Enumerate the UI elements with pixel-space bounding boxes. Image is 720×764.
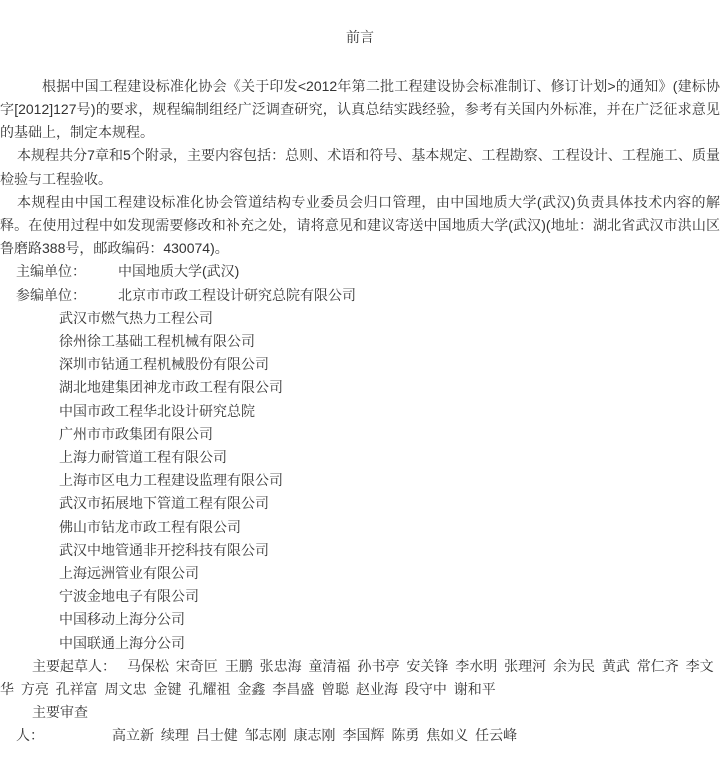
chief-editor-label: 主编单位： — [16, 263, 86, 280]
participant-unit: 佛山市钻龙市政工程有限公司 — [59, 518, 241, 535]
participant-unit: 北京市市政工程设计研究总院有限公司 — [118, 286, 356, 303]
participant-unit: 中国移动上海分公司 — [59, 611, 185, 628]
chief-editor-value: 中国地质大学(武汉) — [118, 263, 240, 280]
participant-unit: 上海远洲管业有限公司 — [59, 565, 199, 582]
participant-unit: 武汉市拓展地下管道工程有限公司 — [59, 495, 269, 512]
paragraph-contents: 本规程共分7章和5个附录，主要内容包括：总则、术语和符号、基本规定、工程勘察、工程设计、工程施工、质量检验与工程验收。 — [0, 147, 720, 187]
participant-unit: 上海力耐管道工程有限公司 — [59, 449, 227, 466]
page-title: 前言 — [346, 29, 374, 45]
participant-unit: 武汉市燃气热力工程公司 — [59, 309, 213, 326]
reviewers-names: 高立新 续理 吕士健 邹志刚 康志刚 李国辉 陈勇 焦如义 任云峰 — [112, 727, 518, 744]
participant-unit: 徐州徐工基础工程机械有限公司 — [59, 333, 255, 350]
participant-unit: 上海市区电力工程建设监理有限公司 — [59, 472, 283, 489]
participant-unit: 广州市市政集团有限公司 — [59, 425, 213, 442]
participant-unit: 深圳市钻通工程机械股份有限公司 — [59, 356, 269, 373]
drafters-label: 主要起草人： — [32, 657, 116, 674]
participant-unit: 中国市政工程华北设计研究总院 — [59, 402, 255, 419]
paragraph-basis: 根据中国工程建设标准化协会《关于印发<2012年第二批工程建设协会标准制订、修订计划>的通知》(建标协字[2012]127号)的要求，规程编制组经广泛调查研究，认真总结实践经验，参考有关国内外标准，并在广泛征求意见的基础上，制定本规程。 — [0, 77, 720, 141]
participant-unit: 武汉中地管通非开挖科技有限公司 — [59, 541, 269, 558]
drafters-names: 马保松 宋奇叵 王鹏 张忠海 童清福 孙书亭 安关锋 李水明 张理河 余为民 黄武 常仁齐 李文华 方亮 孔祥富 周文忠 金键 孔耀祖 金鑫 李昌盛 曾聪 赵业海 段守中 谢和平 — [0, 657, 714, 698]
participants-label: 参编单位： — [16, 286, 86, 303]
participant-unit: 中国联通上海分公司 — [59, 634, 185, 651]
participants-line — [0, 284, 720, 307]
reviewers-label: 主要审查人： — [16, 704, 88, 744]
participant-unit: 宁波金地电子有限公司 — [59, 588, 199, 605]
drafters-line — [0, 655, 720, 701]
participant-unit: 湖北地建集团神龙市政工程有限公司 — [59, 379, 283, 396]
chief-editor-line — [0, 260, 720, 283]
reviewers-line — [0, 701, 720, 747]
paragraph-management: 本规程由中国工程建设标准化协会管道结构专业委员会归口管理，由中国地质大学(武汉)负责具体技术内容的解释。在使用过程中如发现需要修改和补充之处，请将意见和建议寄送中国地质大学(武汉)(地址：湖北省武汉市洪山区鲁磨路388号，邮政编码：430074)。 — [0, 193, 720, 257]
preface-document — [0, 26, 720, 748]
